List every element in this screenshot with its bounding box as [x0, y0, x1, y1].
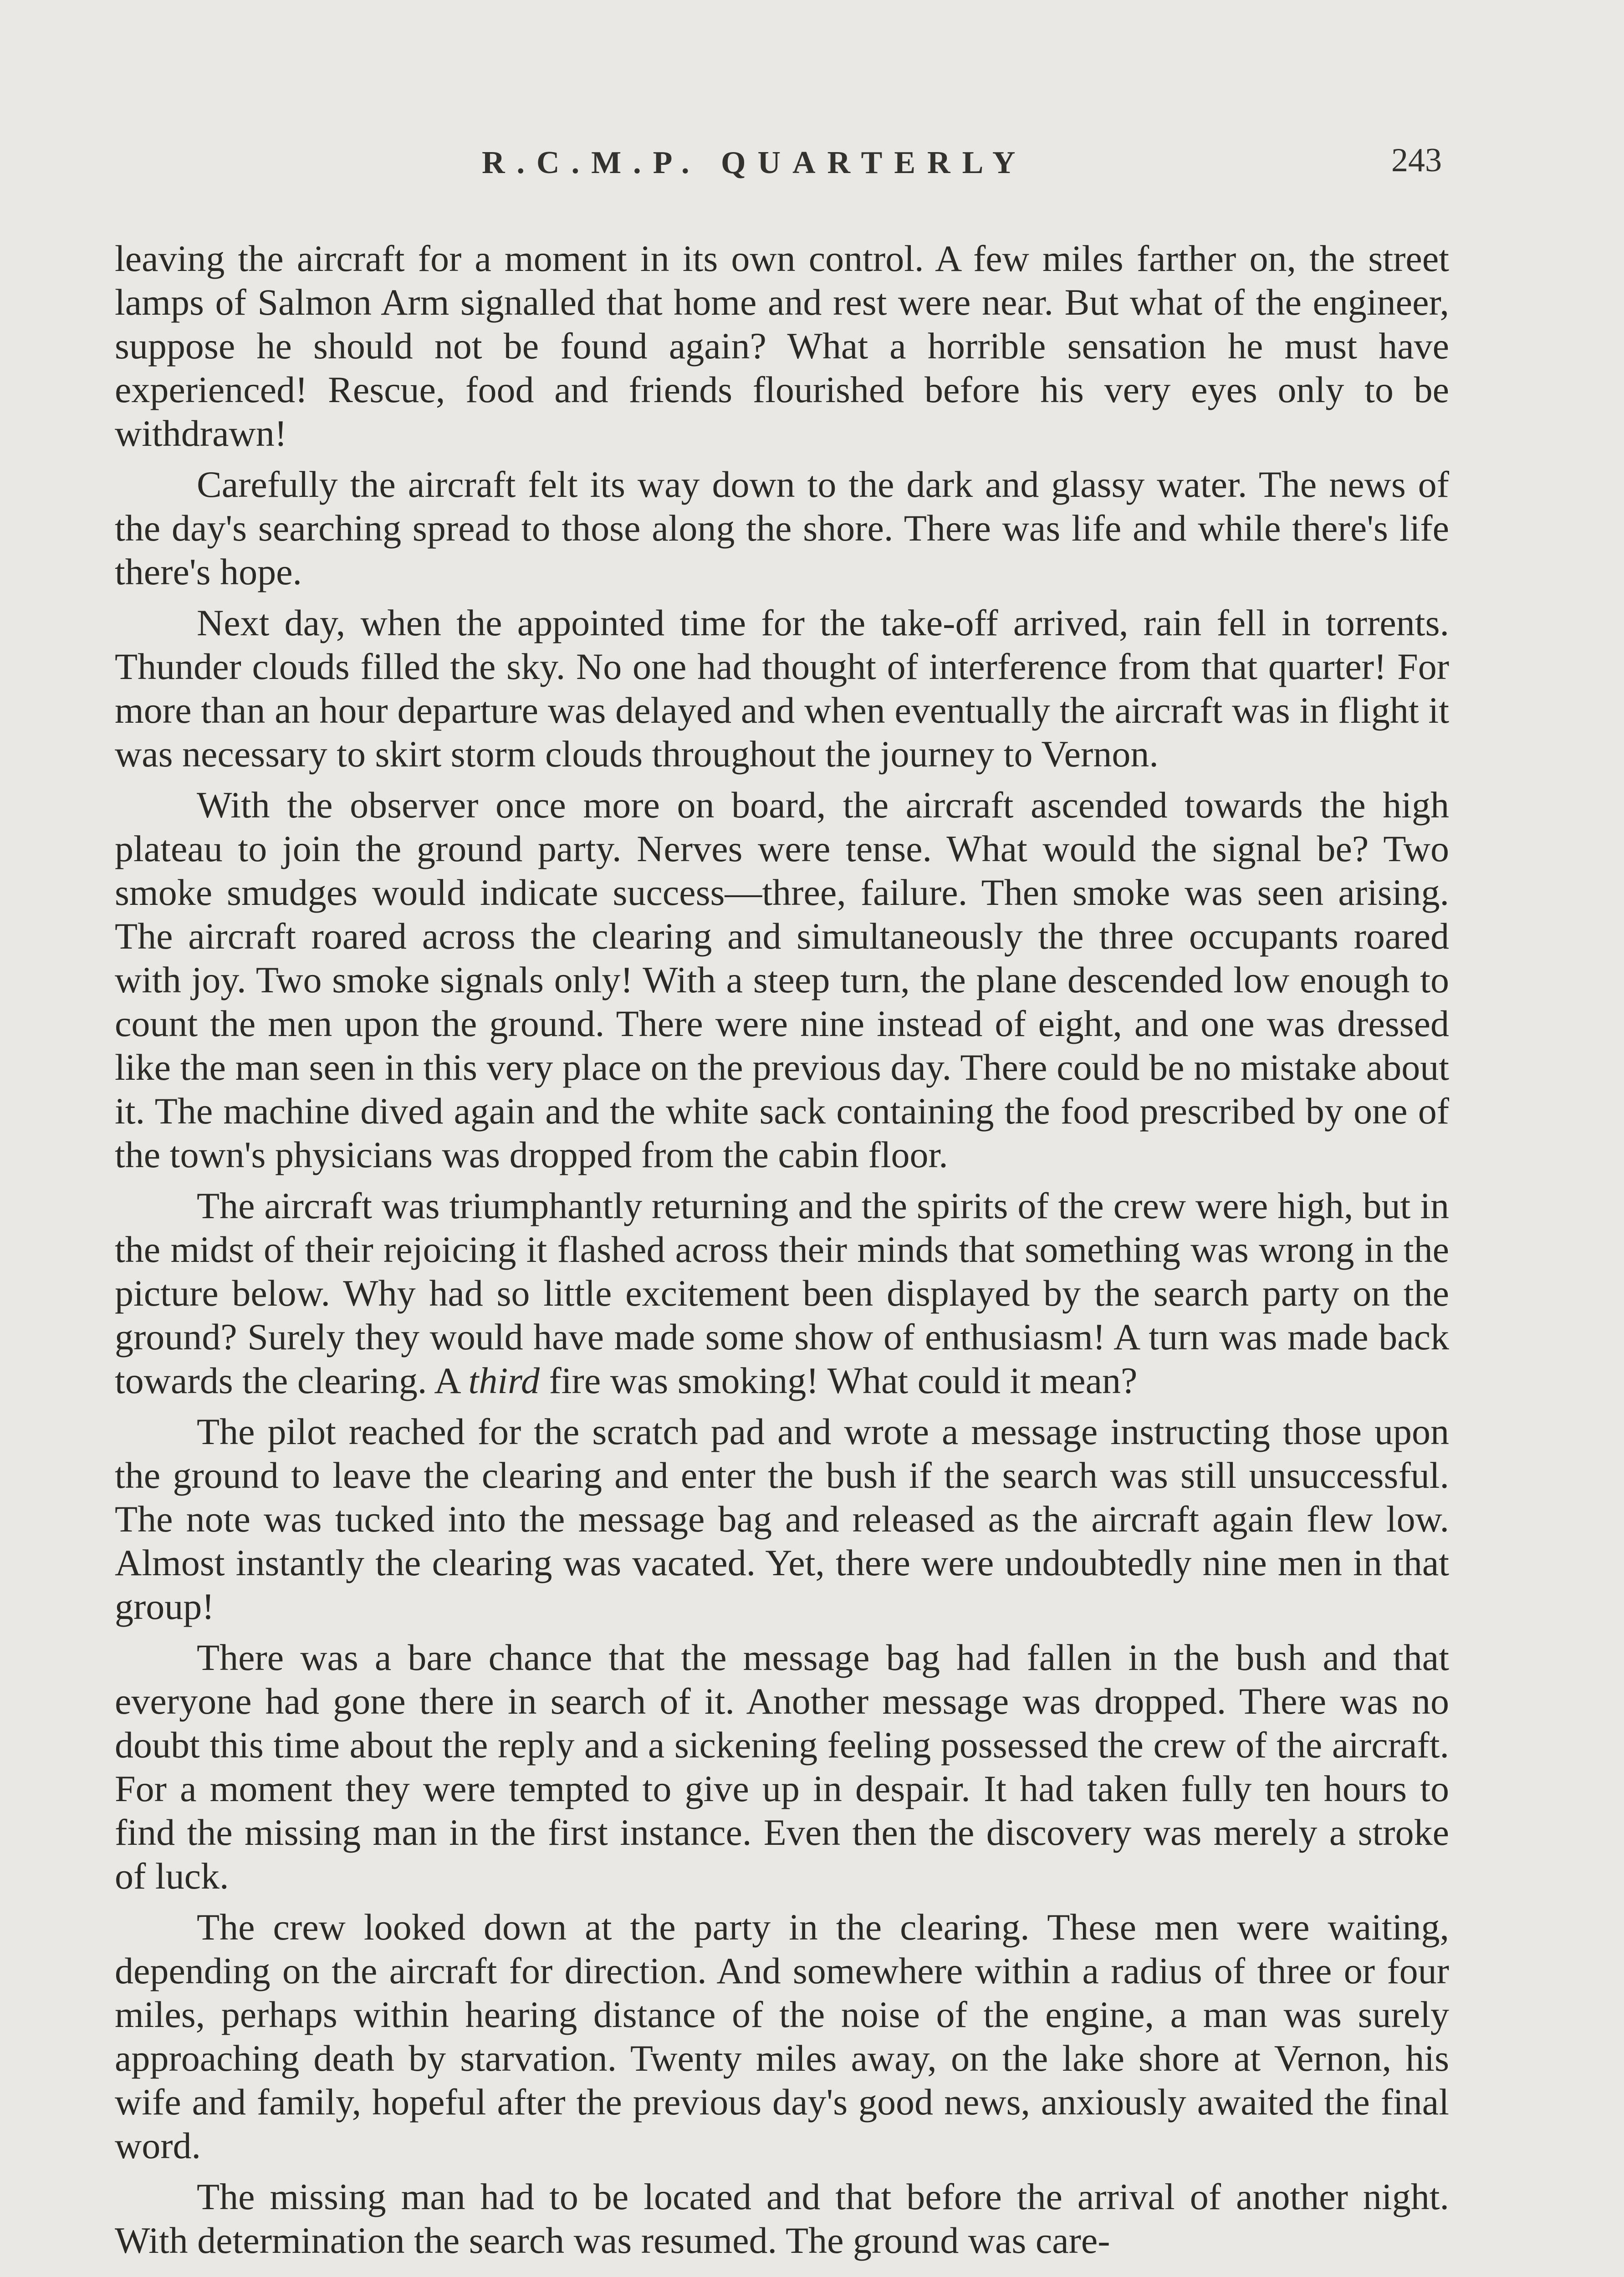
paragraph: leaving the aircraft for a moment in its own control. A few miles farther on, the street lamps of Salmon Arm signalled that home and rest were near. But what of the engineer, suppose he should not be found again? What a horrible sensation he must have experienced! Rescue, food and friends flourished before his very eyes only to be withdrawn!: [115, 238, 1449, 454]
page-number: 243: [1391, 142, 1442, 179]
paragraph-text: The aircraft was triumphantly returning and the spirits of the crew were high, but in the midst of their rejoicing it flashed across their minds that something was wrong in the picture below. Why had so little excitement been displayed by the search party on the ground? Surely they would have made some show of enthusiasm! A turn was made back towards the clearing. A: [115, 1185, 1449, 1401]
paragraph: With the observer once more on board, the aircraft ascended towards the high plateau to join the ground party. Nerves were tense. What would the signal be? Two smoke smudges would indicate success—three, failure. Then smoke was seen arising. The aircraft roared across the clearing and simultaneously the three occupants roared with joy. Two smoke signals only! With a steep turn, the plane descended low enough to count the men upon the ground. There were nine instead of eight, and one was dressed like the man seen in this very place on the previous day. There could be no mistake about it. The machine dived again and the white sack containing the food prescribed by one of the town's physicians was dropped from the cabin floor.: [115, 784, 1449, 1175]
body-text: [115, 237, 1449, 2270]
paragraph: [115, 1184, 1449, 1403]
paragraph: Next day, when the appointed time for the take-off arrived, rain fell in torrents. Thunder clouds filled the sky. No one had thought of interference from that quarter! For more than an hour departure was delayed and when eventually the aircraft was in flight it was necessary to skirt storm clouds throughout the journey to Vernon.: [115, 602, 1449, 775]
emphasized-word: third: [468, 1360, 540, 1401]
paragraph: The pilot reached for the scratch pad and wrote a message instructing those upon the ground to leave the clearing and enter the bush if the search was still unsuccessful. The note was tucked into the message bag and released as the aircraft again flew low. Almost instantly the clearing was vacated. Yet, there were undoubtedly nine men in that group!: [115, 1411, 1449, 1627]
paragraph: The missing man had to be located and that before the arrival of another night. With determination the search was resumed. The ground was care-: [115, 2176, 1449, 2261]
paragraph: There was a bare chance that the message bag had fallen in the bush and that everyone had gone there in search of it. Another message was dropped. There was no doubt this time about the reply and a sickening feeling possessed the crew of the aircraft. For a moment they were tempted to give up in despair. It had taken fully ten hours to find the missing man in the first instance. Even then the discovery was merely a stroke of luck.: [115, 1637, 1449, 1897]
paragraph-text: fire was smoking! What could it mean?: [539, 1360, 1138, 1401]
paragraph: Carefully the aircraft felt its way down to the dark and glassy water. The news of the day's searching spread to those along the shore. There was life and while there's life there's hope.: [115, 464, 1449, 592]
running-title: R.C.M.P. QUARTERLY: [482, 145, 1027, 180]
paragraph: The crew looked down at the party in the clearing. These men were waiting, depending on the aircraft for direction. And somewhere within a radius of three or four miles, perhaps within hearing distance of the noise of the engine, a man was surely approaching death by starvation. Twenty miles away, on the lake shore at Vernon, his wife and family, hopeful after the previous day's good news, anxiously awaited the final word.: [115, 1906, 1449, 2166]
